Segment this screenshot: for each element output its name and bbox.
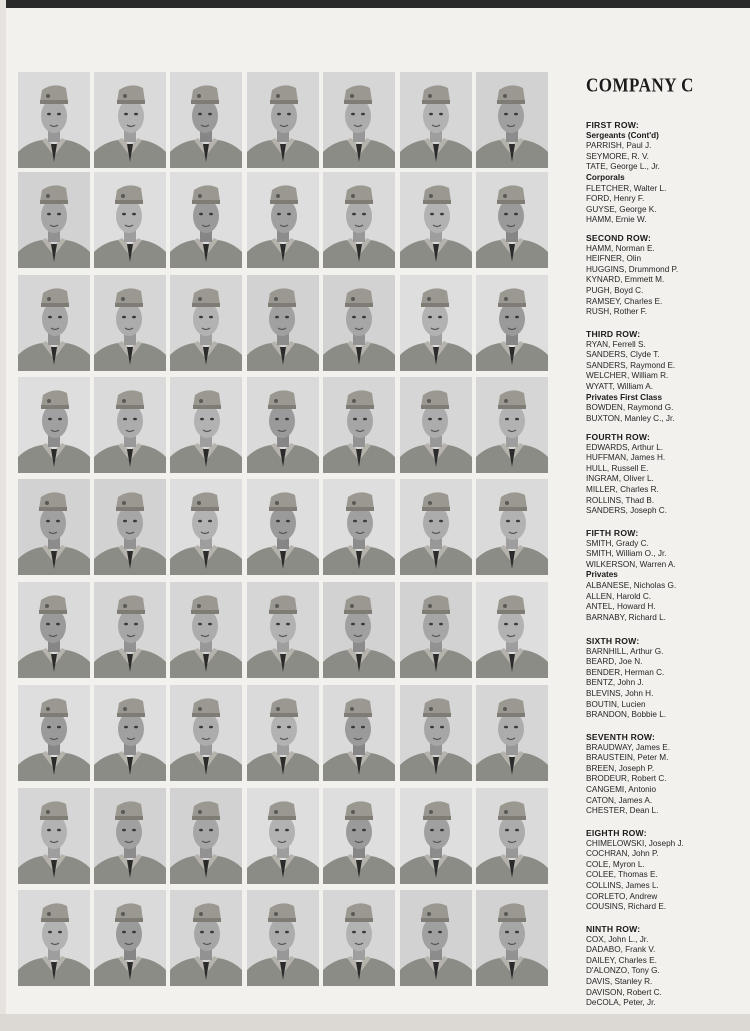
soldier-name: RUSH, Rother F. — [586, 307, 647, 317]
portrait-photo — [18, 788, 90, 884]
soldier-name: TATE, George L., Jr. — [586, 162, 660, 172]
soldier-name: COLEE, Thomas E. — [586, 870, 658, 880]
portrait-photo — [94, 72, 166, 168]
scan-bottom-edge — [0, 1014, 750, 1031]
portrait-photo — [170, 377, 242, 473]
soldier-name: HULL, Russell E. — [586, 463, 649, 473]
portrait-photo — [247, 890, 319, 986]
soldier-name: DAVISON, Robert C. — [586, 987, 662, 997]
soldier-name: BRANDON, Bobbie L. — [586, 710, 667, 720]
soldier-name: BOWDEN, Raymond G. — [586, 403, 674, 413]
portrait-photo — [247, 788, 319, 884]
company-title: COMPANY C — [586, 74, 694, 96]
soldier-name: COX, John L., Jr. — [586, 934, 649, 944]
portrait-photo — [170, 890, 242, 986]
soldier-name: ROLLINS, Thad B. — [586, 495, 655, 505]
soldier-name: CHIMELOWSKI, Joseph J. — [586, 838, 684, 848]
soldier-name: HUFFMAN, James H. — [586, 453, 666, 463]
portrait-photo — [18, 890, 90, 986]
portrait-photo — [323, 788, 395, 884]
portrait-photo — [400, 377, 472, 473]
portrait-photo — [400, 890, 472, 986]
soldier-name: BUXTON, Manley C., Jr. — [586, 413, 675, 423]
soldier-name: BARNABY, Richard L. — [586, 612, 666, 622]
portrait-photo — [400, 479, 472, 575]
portrait-photo — [170, 788, 242, 884]
soldier-name: SANDERS, Joseph C. — [586, 506, 667, 516]
soldier-name: SEYMORE, R. V. — [586, 151, 649, 161]
soldier-name: RAMSEY, Charles E. — [586, 296, 663, 306]
soldier-name: BARNHILL, Arthur G. — [586, 646, 664, 656]
soldier-name: CANGEMI, Antonio — [586, 784, 657, 794]
soldier-name: SMITH, Grady C. — [586, 538, 649, 548]
soldier-name: FORD, Henry F. — [586, 194, 645, 204]
soldier-name: HUGGINS, Drummond P. — [586, 264, 679, 274]
portrait-photo — [476, 788, 548, 884]
soldier-name: ALLEN, Harold C. — [586, 591, 652, 601]
portrait-photo — [476, 172, 548, 268]
soldier-name: BRAUDWAY, James E. — [586, 742, 671, 752]
rank-category: Privates — [586, 570, 618, 580]
soldier-name: COUSINS, Richard E. — [586, 902, 667, 912]
portrait-photo — [476, 72, 548, 168]
portrait-photo — [94, 479, 166, 575]
portrait-photo — [400, 172, 472, 268]
soldier-name: ANTEL, Howard H. — [586, 602, 656, 612]
soldier-name: BENDER, Herman C. — [586, 667, 665, 677]
portrait-photo — [170, 479, 242, 575]
soldier-name: BEARD, Joe N. — [586, 657, 643, 667]
portrait-photo — [247, 479, 319, 575]
portrait-photo — [170, 172, 242, 268]
portrait-photo — [94, 172, 166, 268]
portrait-photo — [247, 685, 319, 781]
soldier-name: SANDERS, Raymond E. — [586, 360, 676, 370]
row-label: FIFTH ROW: — [586, 528, 639, 538]
soldier-name: DAILEY, Charles E. — [586, 955, 657, 965]
row-label: SEVENTH ROW: — [586, 732, 656, 742]
soldier-name: CHESTER, Dean L. — [586, 806, 659, 816]
roster-row-block — [586, 528, 676, 623]
portrait-photo — [247, 377, 319, 473]
soldier-name: GUYSE, George K. — [586, 204, 657, 214]
rank-category: Corporals — [586, 172, 625, 182]
portrait-photo — [170, 72, 242, 168]
soldier-name: WYATT, William A. — [586, 381, 654, 391]
portrait-photo — [400, 788, 472, 884]
row-label: FOURTH ROW: — [586, 432, 651, 442]
soldier-name: D'ALONZO, Tony G. — [586, 966, 660, 976]
portrait-photo — [323, 582, 395, 678]
roster-row-block — [586, 120, 666, 226]
portrait-photo — [94, 377, 166, 473]
roster-row-block — [586, 329, 675, 424]
soldier-name: BLEVINS, John H. — [586, 688, 654, 698]
portrait-photo — [323, 479, 395, 575]
portrait-grid — [14, 72, 556, 1000]
portrait-photo — [94, 890, 166, 986]
soldier-name: FLETCHER, Walter L. — [586, 183, 667, 193]
portrait-photo — [400, 685, 472, 781]
portrait-photo — [323, 275, 395, 371]
roster-panel — [577, 72, 742, 1008]
row-label: SECOND ROW: — [586, 233, 652, 243]
roster-row-block — [586, 732, 670, 817]
portrait-photo — [323, 377, 395, 473]
row-label: FIRST ROW: — [586, 120, 639, 130]
soldier-name: SMITH, William O., Jr. — [586, 549, 667, 559]
soldier-name: SANDERS, Clyde T. — [586, 350, 660, 360]
soldier-name: HAMM, Ernie W. — [586, 215, 647, 225]
soldier-name: HEIFNER, Olin — [586, 254, 642, 264]
soldier-name: BREEN, Joseph P. — [586, 763, 655, 773]
soldier-name: DADABO, Frank V. — [586, 945, 656, 955]
soldier-name: PUGH, Boyd C. — [586, 285, 644, 295]
soldier-name: CATON, James A. — [586, 795, 653, 805]
portrait-photo — [476, 582, 548, 678]
soldier-name: BOUTIN, Lucien — [586, 699, 646, 709]
portrait-photo — [400, 72, 472, 168]
portrait-photo — [94, 685, 166, 781]
roster-row-block — [586, 233, 678, 318]
portrait-photo — [170, 685, 242, 781]
soldier-name: PARRISH, Paul J. — [586, 141, 652, 151]
portrait-photo — [94, 582, 166, 678]
portrait-photo — [247, 582, 319, 678]
portrait-photo — [18, 275, 90, 371]
soldier-name: KYNARD, Emmett M. — [586, 275, 665, 285]
portrait-photo — [323, 172, 395, 268]
soldier-name: EDWARDS, Arthur L. — [586, 442, 664, 452]
scan-top-edge — [0, 0, 750, 8]
soldier-name: COCHRAN, John P. — [586, 849, 659, 859]
soldier-name: RYAN, Ferrell S. — [586, 339, 646, 349]
soldier-name: DeCOLA, Peter, Jr. — [586, 998, 656, 1008]
portrait-photo — [476, 890, 548, 986]
portrait-photo — [94, 275, 166, 371]
portrait-photo — [323, 685, 395, 781]
soldier-name: COLE, Myron L. — [586, 859, 645, 869]
portrait-photo — [476, 377, 548, 473]
portrait-photo — [170, 582, 242, 678]
roster-row-block — [586, 924, 662, 1009]
portrait-photo — [400, 582, 472, 678]
portrait-photo — [323, 72, 395, 168]
portrait-photo — [476, 479, 548, 575]
portrait-photo — [18, 72, 90, 168]
soldier-name: HAMM, Norman E. — [586, 243, 655, 253]
soldier-name: INGRAM, Oliver L. — [586, 474, 654, 484]
row-label: SIXTH ROW: — [586, 636, 640, 646]
portrait-photo — [18, 479, 90, 575]
portrait-photo — [247, 275, 319, 371]
soldier-name: DAVIS, Stanley R. — [586, 976, 653, 986]
portrait-photo — [18, 172, 90, 268]
row-label: NINTH ROW: — [586, 924, 641, 934]
portrait-photo — [18, 377, 90, 473]
portrait-photo — [170, 275, 242, 371]
portrait-photo — [400, 275, 472, 371]
portrait-photo — [94, 788, 166, 884]
soldier-name: WILKERSON, Warren A. — [586, 559, 676, 569]
portrait-photo — [476, 275, 548, 371]
roster-row-block — [586, 432, 667, 517]
portrait-photo — [18, 685, 90, 781]
soldier-name: ALBANESE, Nicholas G. — [586, 580, 677, 590]
portrait-photo — [476, 685, 548, 781]
roster-row-block — [586, 828, 684, 913]
portrait-photo — [247, 72, 319, 168]
soldier-name: BENTZ, John J. — [586, 678, 644, 688]
row-label: THIRD ROW: — [586, 329, 641, 339]
row-label: EIGHTH ROW: — [586, 828, 647, 838]
rank-category: Sergeants (Cont'd) — [586, 130, 659, 140]
soldier-name: CORLETO, Andrew — [586, 891, 658, 901]
portrait-photo — [323, 890, 395, 986]
scan-left-edge — [0, 0, 6, 1031]
portrait-photo — [247, 172, 319, 268]
soldier-name: MILLER, Charles R. — [586, 484, 659, 494]
soldier-name: COLLINS, James L. — [586, 880, 659, 890]
roster-row-block — [586, 636, 666, 721]
portrait-photo — [18, 582, 90, 678]
rank-category: Privates First Class — [586, 392, 663, 402]
soldier-name: WELCHER, William R. — [586, 371, 669, 381]
soldier-name: BRODEUR, Robert C. — [586, 774, 667, 784]
soldier-name: BRAUSTEIN, Peter M. — [586, 753, 669, 763]
